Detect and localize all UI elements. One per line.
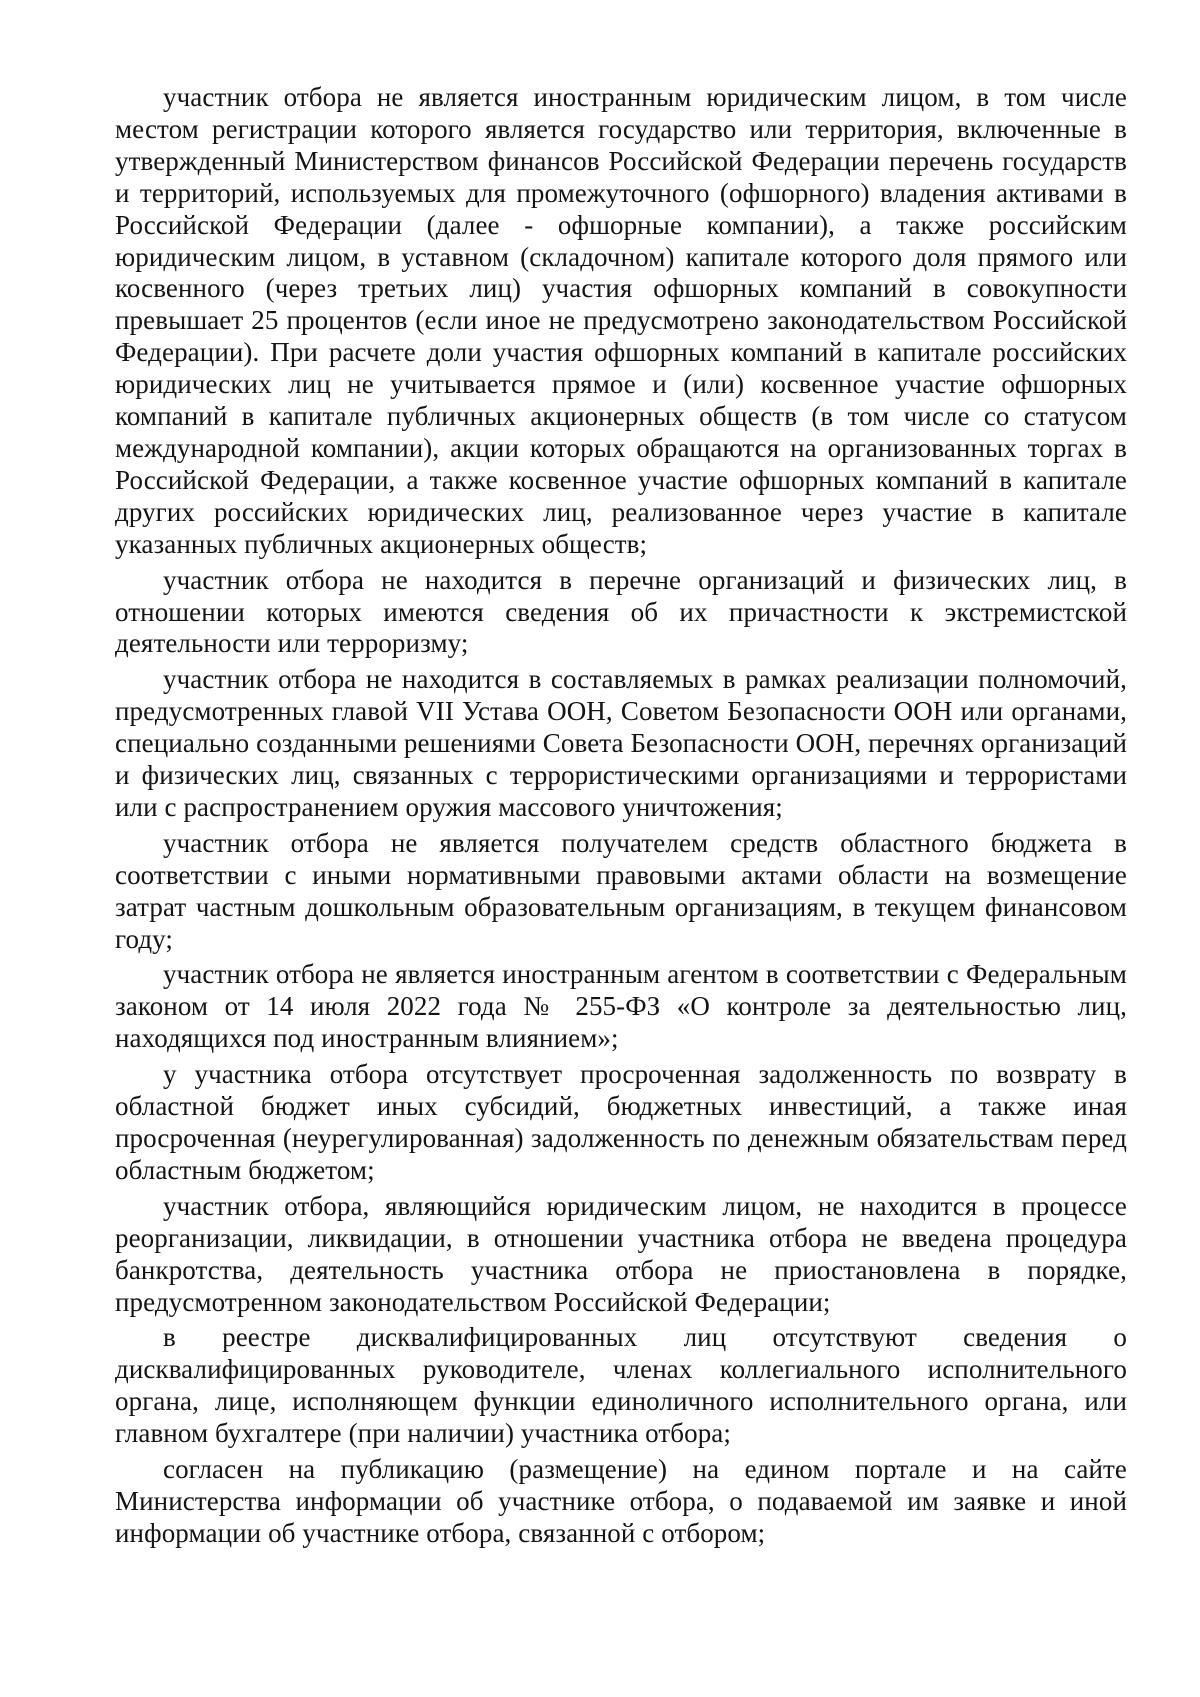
paragraph-extremism-list: участник отбора не находится в перечне организаций и физических лиц, в отношении которых имеются сведения об их причастности к экстремистской деятельности или терроризму;	[115, 564, 1127, 659]
document-body	[115, 82, 1127, 1554]
paragraph-reorganization-status: участник отбора, являющийся юридическим лицом, не находится в процессе реорганизации, ликвидации, в отношении участника отбора не введена процедура банкротства, деятельность участника отбора не приостановлена в порядке, предусмотренном законодательством Российской Федерации;	[115, 1190, 1127, 1317]
paragraph-budget-recipient: участник отбора не является получателем средств областного бюджета в соответствии с иными нормативными правовыми актами области на возмещение затрат частным дошкольным образовательным организациям, в текущем финансовом году;	[115, 827, 1127, 954]
paragraph-disqualified-persons: в реестре дисквалифицированных лиц отсутствуют сведения о дисквалифицированных руководителе, членах коллегиального исполнительного органа, лице, исполняющем функции единоличного исполнительного органа, или главном бухгалтере (при наличии) участника отбора;	[115, 1322, 1127, 1449]
paragraph-foreign-agent: участник отбора не является иностранным агентом в соответствии с Федеральным законом от 14 июля 2022 года № 255-ФЗ «О контроле за деятельностью лиц, находящихся под иностранным влиянием»;	[115, 959, 1127, 1054]
paragraph-publication-consent: согласен на публикацию (размещение) на едином портале и на сайте Министерства информации об участнике отбора, о подаваемой им заявке и иной информации об участнике отбора, связанной с отбором;	[115, 1454, 1127, 1548]
paragraph-overdue-debt: у участника отбора отсутствует просроченная задолженность по возврату в областной бюджет иных субсидий, бюджетных инвестиций, а также иная просроченная (неурегулированная) задолженность по денежным обязательствам перед областным бюджетом;	[115, 1059, 1127, 1185]
paragraph-un-sanctions-list: участник отбора не находится в составляемых в рамках реализации полномочий, предусмотренных главой VII Устава ООН, Советом Безопасности ООН или органами, специально созданными решениями Совета Безопасности ООН, перечнях организаций и физических лиц, связанных с террористическими организациями и террористами или с распространением оружия массового уничтожения;	[115, 664, 1127, 822]
paragraph-offshore-criteria: участник отбора не является иностранным юридическим лицом, в том числе местом регистрации которого является государство или территория, включенные в утвержденный Министерством финансов Российской Федерации перечень государств и территорий, используемых для промежуточного (офшорного) владения активами в Российской Федерации (далее - офшорные компании), а также российским юридическим лицом, в уставном (складочном) капитале которого доля прямого или косвенного (через третьих лиц) участия офшорных компаний в совокупности превышает 25 процентов (если иное не предусмотрено законодательством Российской Федерации). При расчете доли участия офшорных компаний в капитале российских юридических лиц не учитывается прямое и (или) косвенное участие офшорных компаний в капитале публичных акционерных обществ (в том числе со статусом международной компании), акции которых обращаются на организованных торгах в Российской Федерации, а также косвенное участие офшорных компаний в капитале других российских юридических лиц, реализованное через участие в капитале указанных публичных акционерных обществ;	[115, 82, 1127, 559]
